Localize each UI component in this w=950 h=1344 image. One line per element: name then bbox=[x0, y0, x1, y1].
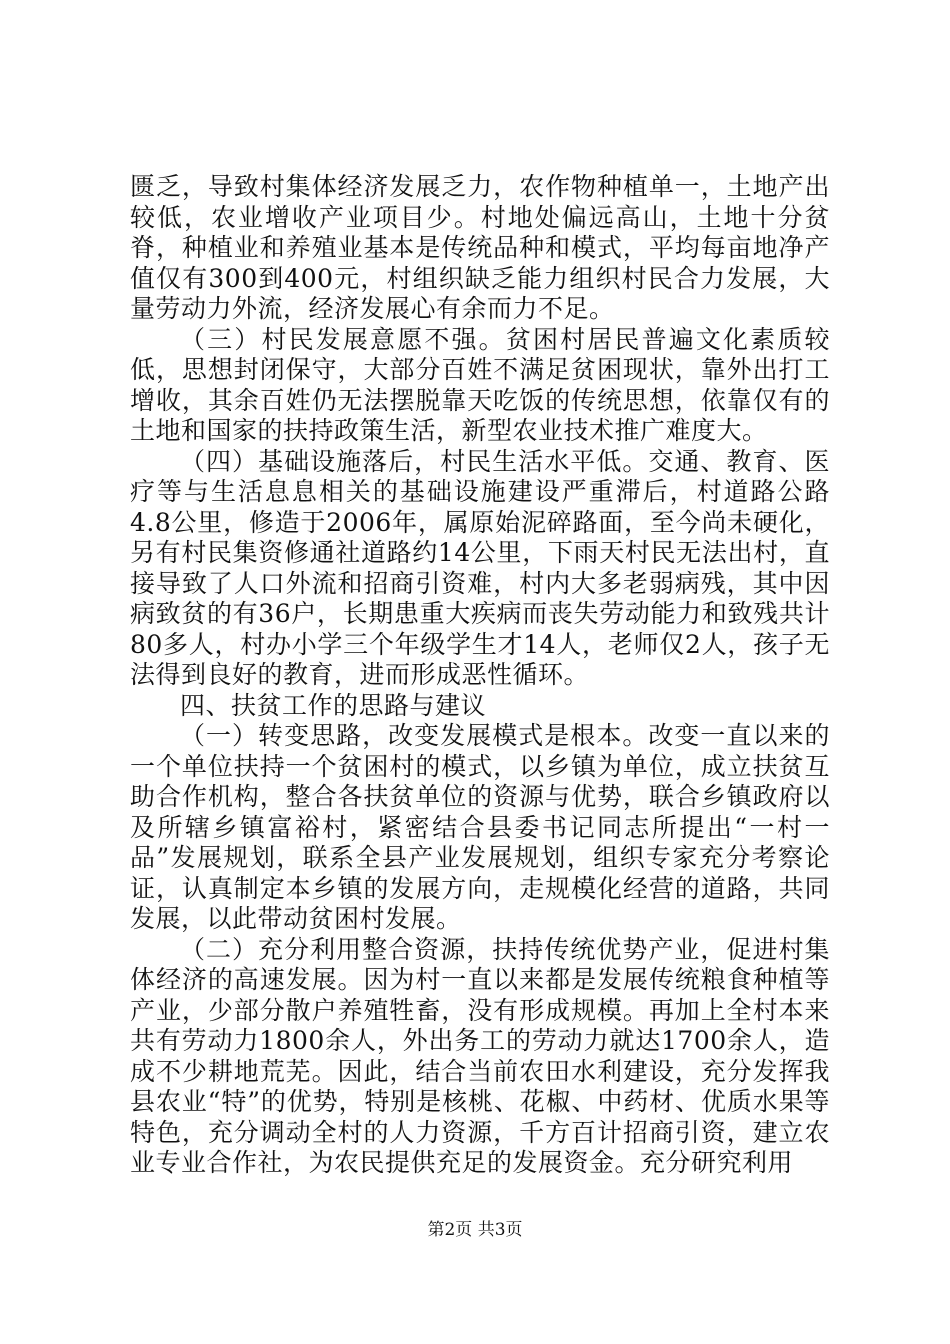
paragraph-section-4: （四）基础设施落后，村民生活水平低。交通、教育、医疗等与生活息息相关的基础设施建设严重滞后，村道路公路4.8公里，修造于2006年，属原始泥碎路面，至今尚未硬化，另有村民集资修通社道路约14公里，下雨天村民无法出村，直接导致了人口外流和招商引资难，村内大多老弱病残，其中因病致贫的有36户，长期患重大疾病而丧失劳动能力和致残共计80多人，村办小学三个年级学生才14人，老师仅2人，孩子无法得到良好的教育，进而形成恶性循环。 bbox=[130, 446, 830, 689]
paragraph-suggestion-1: （一）转变思路，改变发展模式是根本。改变一直以来的一个单位扶持一个贫困村的模式，以乡镇为单位，成立扶贫互助合作机构，整合各扶贫单位的资源与优势，联合乡镇政府以及所辖乡镇富裕村，紧密结合县委书记同志所提出“一村一品”发展规划，联系全县产业发展规划，组织专家充分考察论证，认真制定本乡镇的发展方向，走规模化经营的道路，共同发展，以此带动贫困村发展。 bbox=[130, 721, 830, 933]
paragraph-continuation: 匮乏，导致村集体经济发展乏力，农作物种植单一，土地产出较低，农业增收产业项目少。村地处偏远高山，土地十分贫脊，种植业和养殖业基本是传统品种和模式，平均每亩地净产值仅有300到400元，村组织缺乏能力组织村民合力发展，大量劳动力外流，经济发展心有余而力不足。 bbox=[130, 172, 830, 323]
section-heading: 四、扶贫工作的思路与建议 bbox=[180, 690, 487, 720]
paragraph-section-3: （三）村民发展意愿不强。贫困村居民普遍文化素质较低，思想封闭保守，大部分百姓不满足贫困现状，靠外出打工增收，其余百姓仍无法摆脱靠天吃饭的传统思想，依靠仅有的土地和国家的扶持政策生活，新型农业技术推广难度大。 bbox=[130, 324, 830, 445]
page-footer: 第2页 共3页 bbox=[427, 1220, 523, 1240]
document-body bbox=[130, 172, 830, 1179]
paragraph-suggestion-2: （二）充分利用整合资源，扶持传统优势产业，促进村集体经济的高速发展。因为村一直以来都是发展传统粮食种植等产业，少部分散户养殖牲畜，没有形成规模。再加上全村本来共有劳动力1800余人，外出务工的劳动力就达1700余人，造成不少耕地荒芜。因此，结合当前农田水利建设，充分发挥我县农业“特”的优势，特别是核桃、花椒、中药材、优质水果等特色，充分调动全村的人力资源，千方百计招商引资，建立农业专业合作社，为农民提供充足的发展资金。充分研究利用 bbox=[130, 934, 830, 1177]
